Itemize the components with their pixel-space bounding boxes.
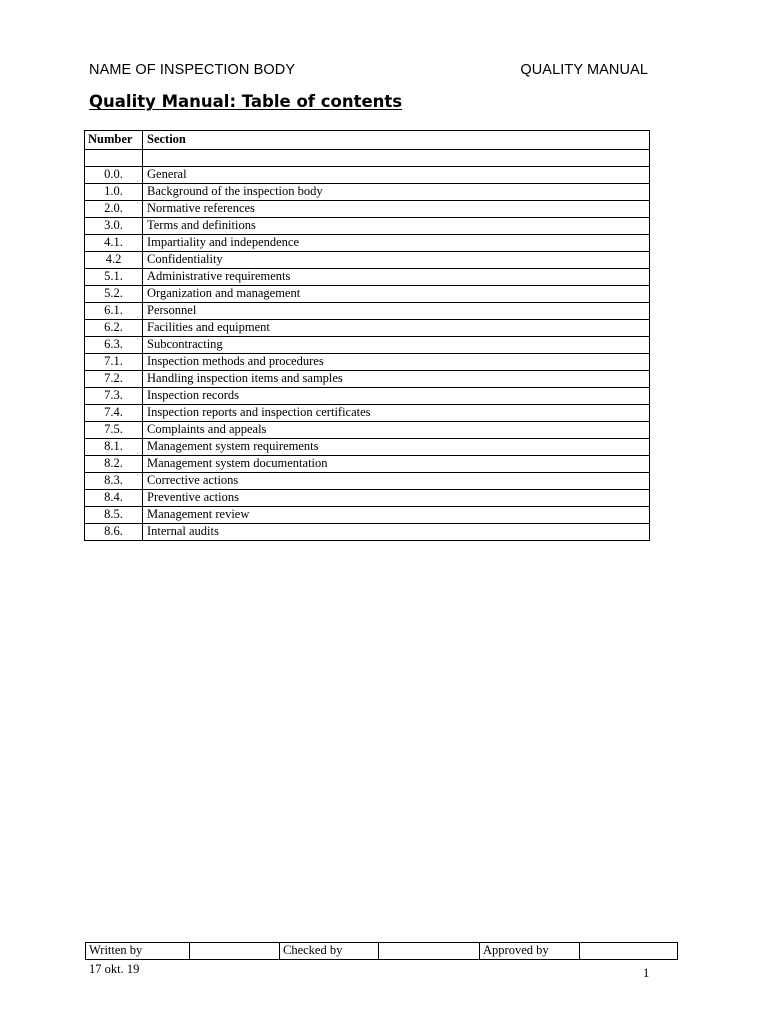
section-number: 4.2 [85,252,143,269]
table-row [85,490,650,507]
approval-table [85,942,678,960]
table-row [85,286,650,303]
table-row [85,354,650,371]
contents-table [84,130,650,541]
section-title [143,150,650,167]
section-number: 8.1. [85,439,143,456]
table-row [85,320,650,337]
section-number: 7.1. [85,354,143,371]
table-row [85,473,650,490]
table-row [85,218,650,235]
table-row [85,405,650,422]
inspection-body-name: NAME OF INSPECTION BODY [89,62,296,78]
table-row [85,303,650,320]
section-title: General [143,167,650,184]
section-number: 7.2. [85,371,143,388]
document-type: QUALITY MANUAL [520,62,648,78]
section-number: 0.0. [85,167,143,184]
section-number: 8.6. [85,524,143,541]
approved-by-label: Approved by [480,943,580,960]
table-row [85,269,650,286]
section-number: 8.3. [85,473,143,490]
section-number: 7.4. [85,405,143,422]
section-title: Subcontracting [143,337,650,354]
table-row [85,507,650,524]
page-number: 1 [643,966,650,980]
table-row [85,524,650,541]
section-number: 7.5. [85,422,143,439]
checked-by-value [379,943,480,960]
table-row [85,456,650,473]
column-header-section: Section [143,131,650,150]
section-number: 4.1. [85,235,143,252]
section-title: Background of the inspection body [143,184,650,201]
page-title: Quality Manual: Table of contents [89,92,403,111]
section-title: Normative references [143,201,650,218]
section-title: Handling inspection items and samples [143,371,650,388]
table-row [85,388,650,405]
section-title: Corrective actions [143,473,650,490]
section-number: 8.5. [85,507,143,524]
section-title: Organization and management [143,286,650,303]
contents-table-body [85,150,650,541]
section-title: Inspection records [143,388,650,405]
section-title: Facilities and equipment [143,320,650,337]
column-header-number: Number [85,131,143,150]
written-by-label: Written by [86,943,190,960]
section-title: Terms and definitions [143,218,650,235]
section-title: Inspection methods and procedures [143,354,650,371]
section-number: 5.1. [85,269,143,286]
section-title: Personnel [143,303,650,320]
section-number [85,150,143,167]
section-title: Administrative requirements [143,269,650,286]
section-number: 6.1. [85,303,143,320]
section-title: Confidentiality [143,252,650,269]
section-title: Inspection reports and inspection certificates [143,405,650,422]
section-number: 6.2. [85,320,143,337]
checked-by-label: Checked by [280,943,379,960]
table-row [85,371,650,388]
section-number: 5.2. [85,286,143,303]
section-title: Preventive actions [143,490,650,507]
section-number: 7.3. [85,388,143,405]
section-number: 2.0. [85,201,143,218]
table-row [85,337,650,354]
section-title: Management system documentation [143,456,650,473]
table-row [85,422,650,439]
table-row [85,167,650,184]
section-title: Internal audits [143,524,650,541]
section-number: 1.0. [85,184,143,201]
section-title: Management system requirements [143,439,650,456]
page-header [89,62,648,82]
table-row [85,201,650,218]
table-row [85,184,650,201]
table-row [85,439,650,456]
section-number: 3.0. [85,218,143,235]
table-row [85,150,650,167]
table-row [85,235,650,252]
approved-by-value [580,943,678,960]
section-title: Impartiality and independence [143,235,650,252]
written-by-value [190,943,280,960]
section-number: 6.3. [85,337,143,354]
document-date: 17 okt. 19 [89,962,140,976]
section-title: Management review [143,507,650,524]
section-number: 8.4. [85,490,143,507]
approval-row [86,943,678,960]
section-number: 8.2. [85,456,143,473]
table-header-row [85,131,650,150]
section-title: Complaints and appeals [143,422,650,439]
table-row [85,252,650,269]
